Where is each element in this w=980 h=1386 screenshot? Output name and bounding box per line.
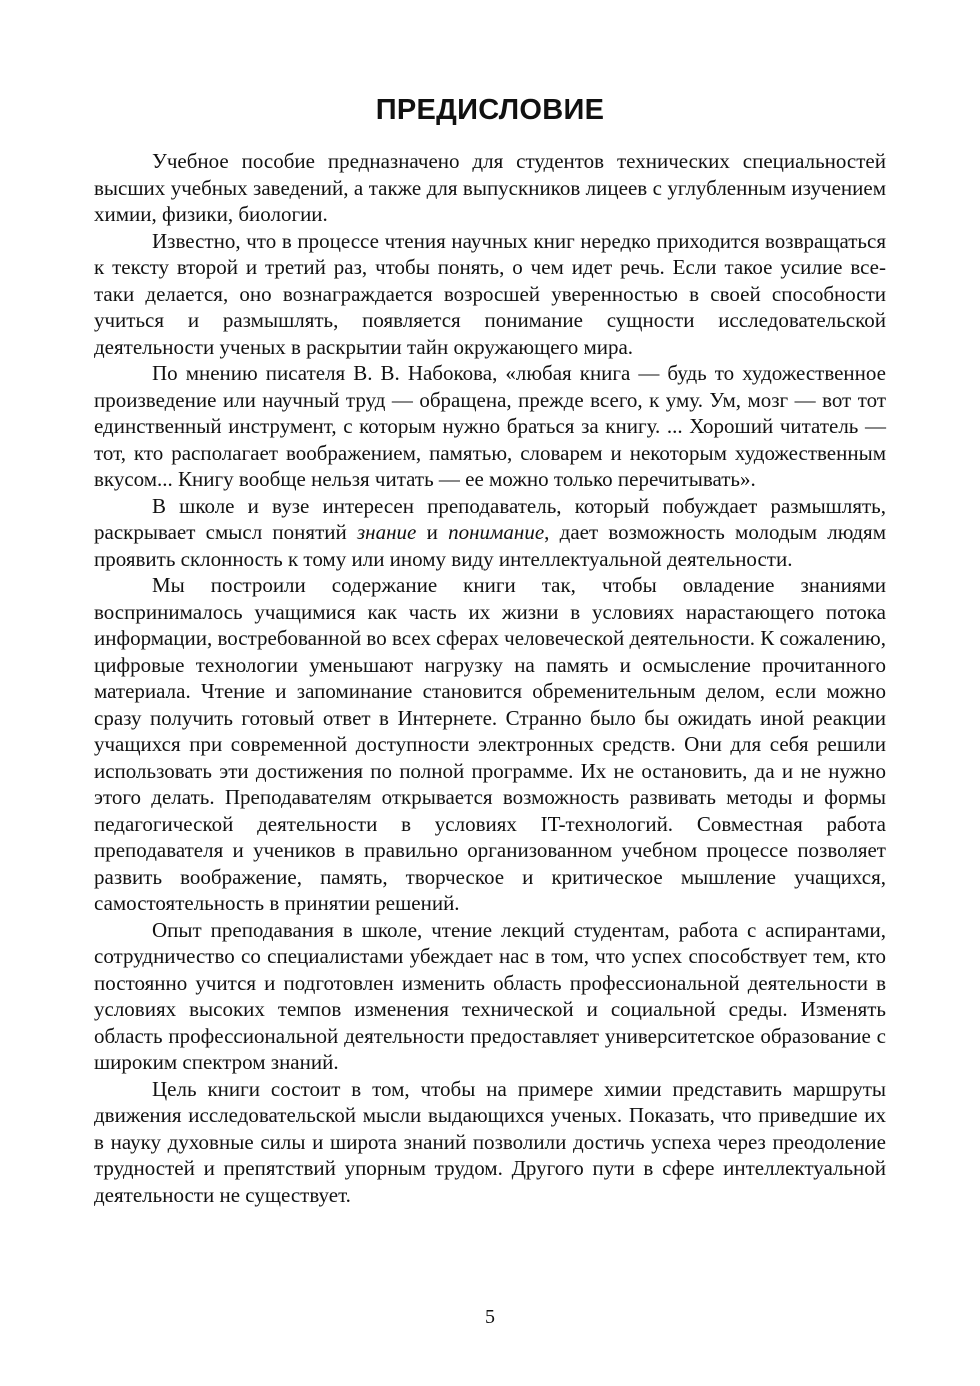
- paragraph-1: Учебное пособие предназначено для студентов технических специальностей высших учебных заведений, а также для выпускников лицеев с углубленным изучением химии, физики, биологии.: [94, 149, 886, 226]
- paragraph-2: Известно, что в процессе чтения научных книг нередко приходится возвращаться к тексту второй и третий раз, чтобы понять, о чем идет речь. Если такое усилие все-таки делается, оно вознаграждается возросшей уверенностью в своей способности учиться и размышлять, появляется понимание сущности исследовательской деятельности ученых в раскрытии тайн окружающего мира.: [94, 228, 886, 359]
- paragraph-6: Опыт преподавания в школе, чтение лекций студентам, работа с аспирантами, сотрудничество со специалистами убеждает нас в том, что успех способствует тем, кто постоянно учится и подготовлен изменить область профессиональной деятельности в условиях высоких темпов изменения технической и социальной среды. Изменять область профессиональной деятельности предоставляет университетское образование с широким спектром знаний.: [94, 917, 886, 1074]
- paragraph-4-text-c: , дает возможность молодым людям проявить склонность к тому или иному виду интеллектуальной деятельности.: [94, 520, 886, 571]
- term-znanie: знание: [356, 520, 417, 544]
- paragraph-4: [94, 493, 886, 573]
- body-text: [94, 148, 886, 1208]
- paragraph-3: По мнению писателя В. В. Набокова, «любая книга — будь то художественное произведение или научный труд — обращена, прежде всего, к уму. Ум, мозг — вот тот единственный инструмент, с которым нужно браться за книгу. ... Хороший читатель — тот, кто располагает воображением, памятью, словарем и некоторым художественным вкусом... Книгу вообще нельзя читать — ее можно только перечитывать».: [94, 361, 886, 491]
- paragraph-4-text-b: и: [416, 520, 449, 544]
- page-number: 5: [485, 1306, 495, 1328]
- paragraph-5: Мы построили содержание книги так, чтобы овладение знаниями воспринималось учащимися как часть их жизни в условиях нарастающего потока информации, востребованной во всех сферах человеческой деятельности. К сожалению, цифровые технологии уменьшают нагрузку на память и осмысление прочитанного материала. Чтение и запоминание становится обременительным делом, если можно сразу получить готовый ответ в Интернете. Странно было бы ожидать иной реакции учащихся при современной доступности электронных средств. Они для себя решили использовать эти достижения по полной программе. Их не остановить, да и не нужно этого делать. Преподавателям открывается возможность развивать методы и формы педагогической деятельности в условиях IT-технологий. Совместная работа преподавателя и учеников в правильно организованном учебном процессе позволяет развить воображение, память, творческое и критическое мышление учащихся, самостоятельность в принятии решений.: [94, 573, 886, 915]
- page-title: ПРЕДИСЛОВИЕ: [375, 94, 605, 126]
- term-ponimanie: понимание: [448, 520, 545, 544]
- paragraph-7: Цель книги состоит в том, чтобы на примере химии представить маршруты движения исследовательской мысли выдающихся ученых. Показать, что приведшие их в науку духовные силы и широта знаний позволили достичь успеха через преодоление трудностей и препятствий упорным трудом. Другого пути в сфере интеллектуальной деятельности не существует.: [94, 1076, 886, 1207]
- paragraph-4-text-a: В школе и вузе интересен преподаватель, который побуждает размышлять, раскрывает смысл понятий: [94, 493, 886, 544]
